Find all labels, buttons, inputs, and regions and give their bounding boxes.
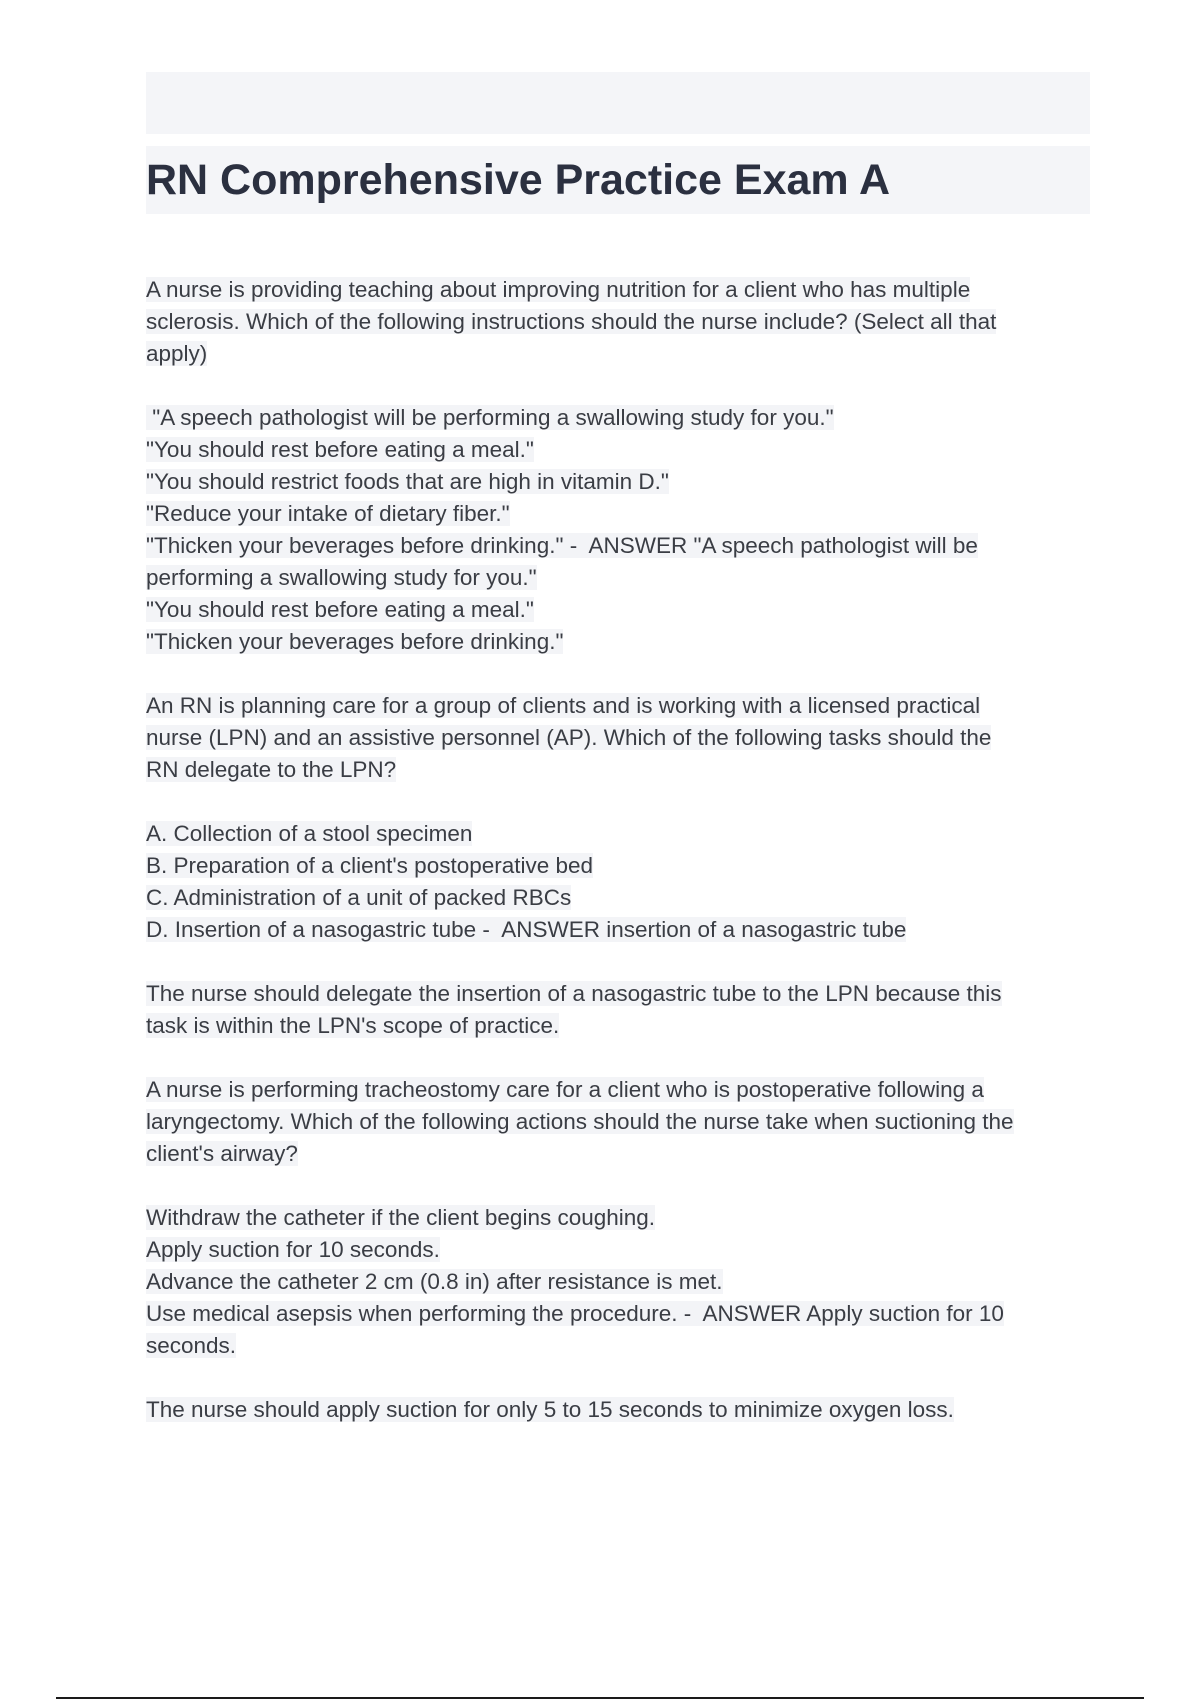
question-2-rationale	[146, 978, 1090, 1042]
answer-line: "You should rest before eating a meal."	[146, 597, 534, 622]
option-answer-line: Use medical asepsis when performing the procedure. - ANSWER Apply suction for 10	[146, 1301, 1004, 1326]
text-line: apply)	[146, 341, 208, 366]
option-line: Apply suction for 10 seconds.	[146, 1237, 440, 1262]
option-line: Advance the catheter 2 cm (0.8 in) after resistance is met.	[146, 1269, 723, 1294]
text-line: client's airway?	[146, 1141, 298, 1166]
rationale-line: The nurse should apply suction for only 5 to 15 seconds to minimize oxygen loss.	[146, 1397, 954, 1422]
header-band	[146, 72, 1090, 134]
question-3-stem	[146, 1074, 1090, 1170]
text-line: laryngectomy. Which of the following actions should the nurse take when suctioning the	[146, 1109, 1014, 1134]
answer-line: performing a swallowing study for you."	[146, 565, 537, 590]
rationale-line: task is within the LPN's scope of practice.	[146, 1013, 560, 1038]
question-2-stem	[146, 690, 1090, 786]
question-3-rationale	[146, 1394, 1090, 1426]
text-line: A nurse is providing teaching about improving nutrition for a client who has multiple	[146, 277, 971, 302]
question-1-stem	[146, 274, 1090, 370]
option-line: Withdraw the catheter if the client begins coughing.	[146, 1205, 656, 1230]
option-line: C. Administration of a unit of packed RBCs	[146, 885, 572, 910]
option-line: "You should restrict foods that are high in vitamin D."	[146, 469, 669, 494]
text-line: An RN is planning care for a group of clients and is working with a licensed practical	[146, 693, 981, 718]
question-2-options	[146, 818, 1090, 946]
text-line: RN delegate to the LPN?	[146, 757, 397, 782]
question-3-options	[146, 1202, 1090, 1362]
option-line: A. Collection of a stool specimen	[146, 821, 473, 846]
text-line: A nurse is performing tracheostomy care for a client who is postoperative following a	[146, 1077, 984, 1102]
exam-content	[146, 274, 1090, 1458]
page-bottom-rule	[56, 1697, 1144, 1699]
option-line: "You should rest before eating a meal."	[146, 437, 534, 462]
answer-line: "Thicken your beverages before drinking."	[146, 629, 564, 654]
text-line: nurse (LPN) and an assistive personnel (AP). Which of the following tasks should the	[146, 725, 992, 750]
rationale-line: The nurse should delegate the insertion of a nasogastric tube to the LPN because this	[146, 981, 1002, 1006]
answer-line: seconds.	[146, 1333, 237, 1358]
option-line: B. Preparation of a client's postoperative bed	[146, 853, 594, 878]
question-1-options	[146, 402, 1090, 658]
option-answer-line: "Thicken your beverages before drinking." - ANSWER "A speech pathologist will be	[146, 533, 978, 558]
text-line: sclerosis. Which of the following instructions should the nurse include? (Select all that	[146, 309, 997, 334]
option-line: "A speech pathologist will be performing a swallowing study for you."	[146, 405, 834, 430]
option-answer-line: D. Insertion of a nasogastric tube - ANSWER insertion of a nasogastric tube	[146, 917, 907, 942]
page-title: RN Comprehensive Practice Exam A	[146, 156, 891, 204]
option-line: "Reduce your intake of dietary fiber."	[146, 501, 510, 526]
